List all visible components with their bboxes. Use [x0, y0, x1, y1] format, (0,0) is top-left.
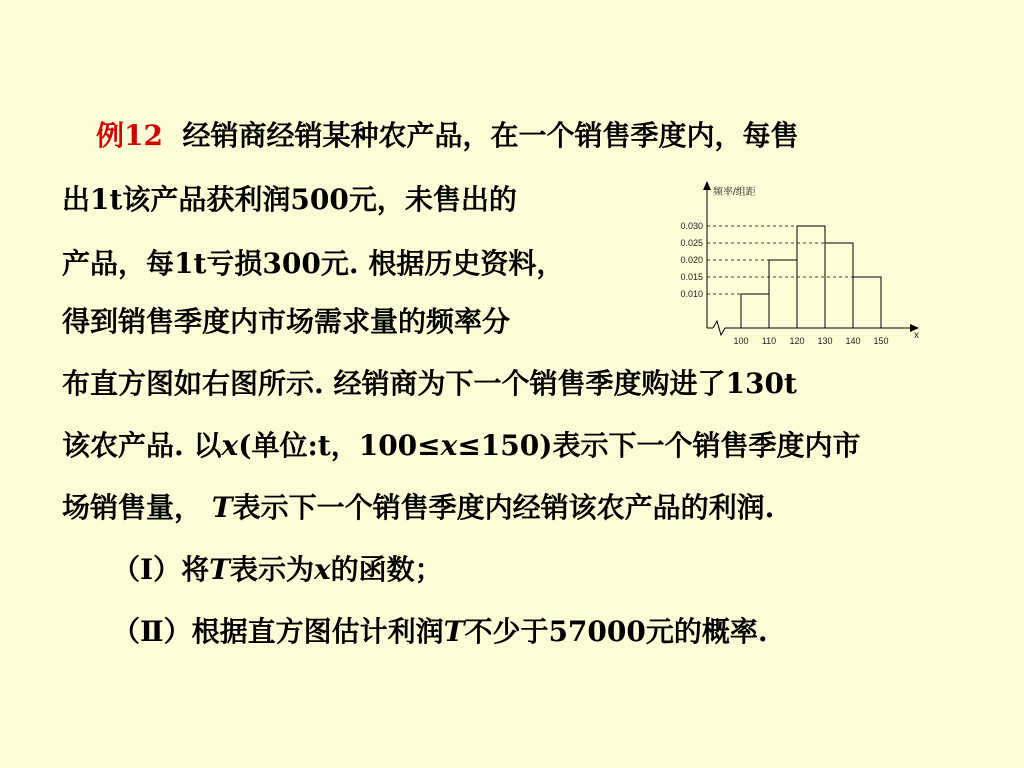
x-tick-label: 140	[845, 336, 861, 346]
x-tick-label: 120	[789, 336, 805, 346]
text-segment: (单位:t，100≤	[238, 429, 441, 462]
problem-line-2: 出1t该产品获利润500元，未售出的	[62, 183, 517, 216]
variable-x: x	[313, 553, 331, 586]
example-label: 例12	[96, 119, 163, 152]
variable-x: x	[440, 429, 458, 462]
problem-line-7	[62, 490, 774, 526]
variable-T: T	[443, 615, 465, 648]
problem-line-5: 布直方图如右图所示. 经销商为下一个销售季度购进了130t	[62, 367, 797, 400]
text-segment: 场销售量，	[62, 491, 203, 524]
text-segment: （Ⅱ）根据直方图估计利润	[112, 615, 444, 648]
variable-T: T	[209, 553, 230, 586]
x-tick-label: 100	[733, 336, 749, 346]
question-1	[112, 552, 443, 588]
variable-x: x	[221, 429, 239, 462]
problem-line-4: 得到销售季度内市场需求量的频率分	[62, 305, 511, 338]
text-segment: （Ⅰ）将	[112, 553, 210, 586]
histogram-bar	[741, 294, 769, 328]
y-tick-label: 0.030	[680, 221, 703, 231]
problem-line-3: 产品，每1t亏损300元. 根据历史资料，	[62, 247, 565, 280]
problem-line-1	[96, 118, 798, 154]
question-2	[112, 614, 768, 650]
y-tick-label: 0.015	[680, 272, 703, 282]
y-tick-labels	[680, 221, 703, 299]
x-tick-label: 130	[817, 336, 833, 346]
x-axis-label: x	[914, 330, 919, 341]
x-tick-label: 150	[873, 336, 889, 346]
y-tick-label: 0.025	[680, 238, 703, 248]
histogram-bar	[853, 277, 881, 328]
x-tick-labels	[733, 336, 888, 346]
y-tick-label: 0.010	[680, 289, 703, 299]
text-segment: 表示下一个销售季度内经销该农产品的利润.	[232, 491, 775, 524]
text-segment: ≤150)表示下一个销售季度内市	[457, 429, 861, 462]
y-axis-arrow	[703, 181, 711, 190]
variable-T: T	[211, 491, 233, 524]
histogram-bar	[825, 243, 853, 328]
y-tick-label: 0.020	[680, 255, 703, 265]
problem-line-6	[62, 428, 861, 464]
text-segment: 该农产品. 以	[62, 429, 222, 462]
histogram-bar	[769, 260, 797, 328]
text-segment: 表示为	[229, 553, 314, 586]
text-segment: 的函数；	[330, 553, 443, 586]
x-tick-label: 110	[761, 336, 777, 346]
text-segment: 不少于57000元的概率.	[464, 615, 768, 648]
y-axis-label: 频率/组距	[713, 187, 756, 198]
text-segment: 经销商经销某种农产品，在一个销售季度内，每售	[182, 119, 799, 152]
axis-break-icon	[713, 321, 725, 335]
frequency-histogram	[655, 178, 935, 353]
